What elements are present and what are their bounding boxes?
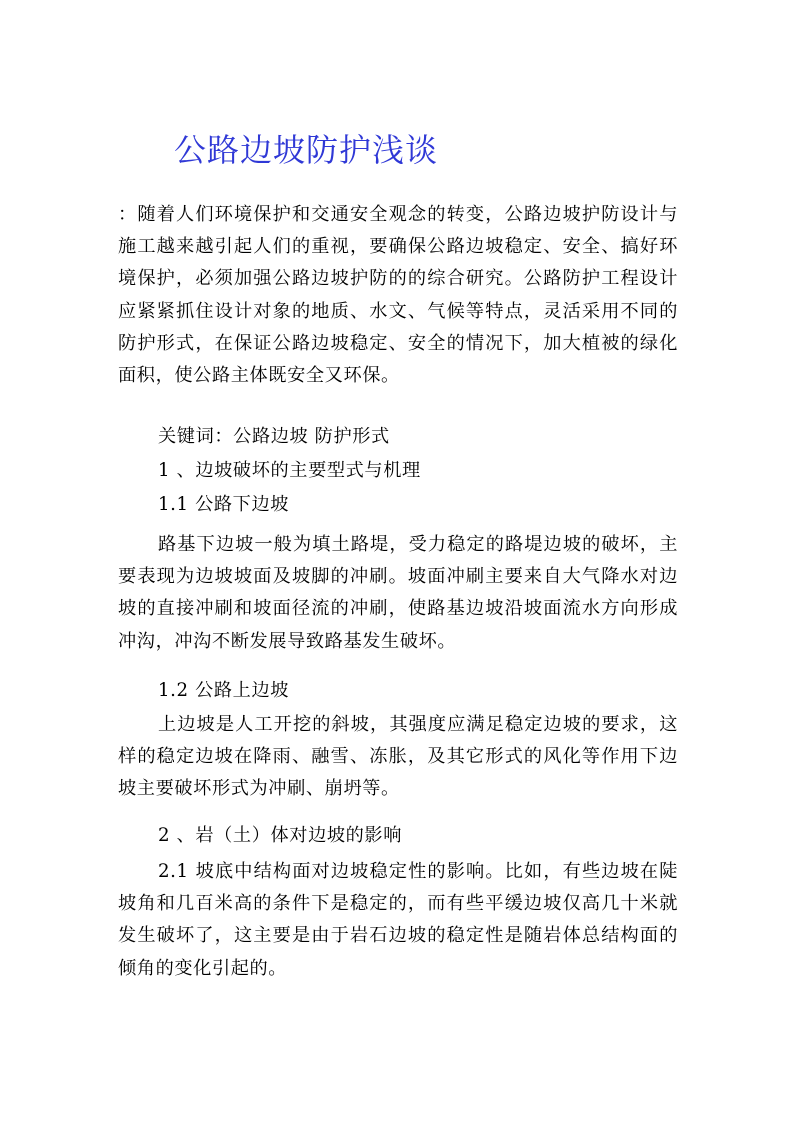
abstract-line: 境保护，必须加强公路边坡护防的的综合研究。公路防护工程设计 — [118, 268, 678, 290]
paragraph-line: 坡角和几百米高的条件下是稳定的，而有些平缓边坡仅高几十米就 — [118, 893, 678, 915]
abstract-line: 面积，使公路主体既安全又环保。 — [118, 364, 400, 386]
section-2-heading-block — [118, 820, 678, 852]
paragraph-line: 2.1 坡底中结构面对边坡稳定性的影响。比如，有些边坡在陡 — [158, 861, 678, 882]
section-1-2-heading-block — [118, 675, 678, 707]
keywords-text: 关键词：公路边坡 防护形式 — [158, 426, 390, 447]
keywords-line — [118, 421, 678, 453]
abstract-line: 应紧紧抓住设计对象的地质、水文、气候等特点，灵活采用不同的 — [118, 300, 678, 322]
section-1-1-heading-block — [118, 489, 678, 521]
paragraph-line: 发生破坏了，这主要是由于岩石边坡的稳定性是随岩体总结构面的 — [118, 925, 678, 947]
paragraph-line: 样的稳定边坡在降雨、融雪、冻胀，及其它形式的风化等作用下边 — [118, 746, 678, 768]
paragraph-line: 要表现为边坡坡面及坡脚的冲刷。坡面冲刷主要来自大气降水对边 — [118, 566, 678, 588]
section-1-2-heading: 1.2 公路上边坡 — [158, 680, 290, 701]
abstract-line: 防护形式，在保证公路边坡稳定、安全的情况下，加大植被的绿化 — [118, 332, 678, 354]
paragraph-line: 坡主要破坏形式为冲刷、崩坍等。 — [118, 778, 400, 800]
paragraph-line: 倾角的变化引起的。 — [118, 957, 288, 979]
paragraph-line: 路基下边坡一般为填土路堤，受力稳定的路堤边坡的破坏，主 — [158, 534, 678, 555]
section-1-2-paragraph — [118, 709, 678, 806]
abstract-paragraph — [118, 199, 678, 392]
section-2-1-paragraph — [118, 856, 678, 985]
section-2-heading: 2 、岩（土）体对边坡的影响 — [158, 825, 403, 846]
paragraph-line: 上边坡是人工开挖的斜坡，其强度应满足稳定边坡的要求，这 — [158, 714, 678, 735]
paragraph-line: 冲沟，冲沟不断发展导致路基发生破坏。 — [118, 630, 457, 652]
abstract-line: 施工越来越引起人们的重视，要确保公路边坡稳定、安全、搞好环 — [118, 236, 678, 258]
section-1-1-heading: 1.1 公路下边坡 — [158, 494, 290, 515]
section-1-1-paragraph — [118, 529, 678, 658]
paragraph-line: 坡的直接冲刷和坡面径流的冲刷，使路基边坡沿坡面流水方向形成 — [118, 598, 678, 620]
section-1-heading: 1 、边坡破坏的主要型式与机理 — [158, 460, 421, 481]
document-title: 公路边坡防护浅谈 — [174, 131, 439, 169]
abstract-line: ：随着人们环境保护和交通安全观念的转变，公路边坡护防设计与 — [118, 204, 678, 225]
section-1-heading-block — [118, 455, 678, 487]
